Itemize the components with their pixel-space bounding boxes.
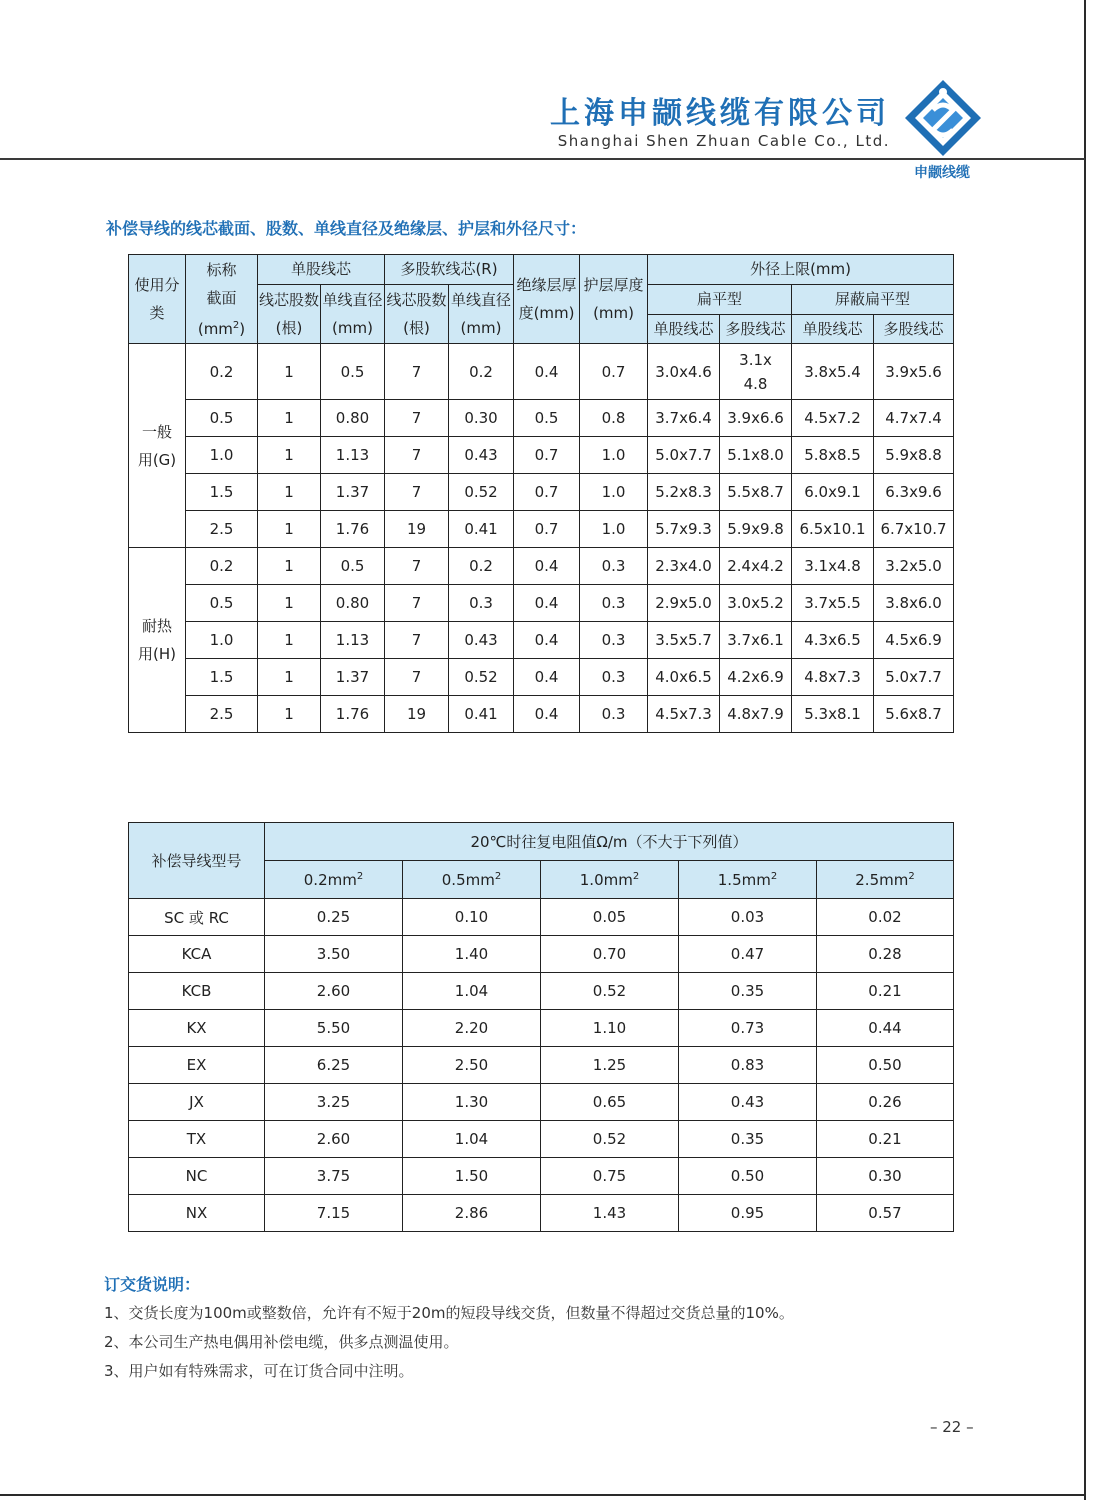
- table-cell: 1: [258, 548, 321, 585]
- table-cell: 5.1x8.0: [720, 437, 792, 474]
- table-cell: 3.1x 4.8: [720, 344, 792, 400]
- table-cell: 0.4: [514, 622, 580, 659]
- table-cell: 0.4: [514, 585, 580, 622]
- section-title: 补偿导线的线芯截面、股数、单线直径及绝缘层、护层和外径尺寸：: [106, 219, 587, 238]
- table-cell: 0.5: [186, 400, 258, 437]
- table-row: [129, 1084, 954, 1121]
- hdr-insulation: 绝缘层厚度(mm): [514, 255, 580, 344]
- table-cell: 1.43: [541, 1195, 679, 1232]
- hdr-flat-multi: 多股线芯: [720, 315, 792, 344]
- table-cell: 5.50: [265, 1010, 403, 1047]
- resistance-table: [128, 822, 954, 1232]
- table-row: [129, 344, 954, 400]
- table-cell: 0.83: [679, 1047, 817, 1084]
- table-row: [129, 1121, 954, 1158]
- table-cell: 1.13: [321, 622, 385, 659]
- table-cell: 0.35: [679, 1121, 817, 1158]
- table-cell: 3.7x5.5: [792, 585, 874, 622]
- table-cell: 1.76: [321, 511, 385, 548]
- table-cell: 0.8: [580, 400, 648, 437]
- model-cell: NX: [129, 1195, 265, 1232]
- table-cell: 0.41: [449, 511, 514, 548]
- table-cell: 0.5: [321, 548, 385, 585]
- table-cell: 1.0: [580, 437, 648, 474]
- table-cell: 1.5: [186, 474, 258, 511]
- table-row: [129, 973, 954, 1010]
- table-cell: 0.28: [817, 936, 954, 973]
- hdr-outer-dia: 外径上限(mm): [648, 255, 954, 285]
- model-cell: JX: [129, 1084, 265, 1121]
- spec-table: [128, 254, 954, 733]
- table-cell: 0.7: [514, 474, 580, 511]
- table-cell: 0.2: [449, 344, 514, 400]
- table-cell: 0.4: [514, 659, 580, 696]
- table-cell: 1.04: [403, 973, 541, 1010]
- table-row: [129, 659, 954, 696]
- table-cell: 0.5: [514, 400, 580, 437]
- notes-title: 订交货说明：: [104, 1275, 201, 1294]
- table-cell: 1: [258, 659, 321, 696]
- page-frame-bottom: [0, 1494, 1086, 1496]
- hdr-category: 使用分类: [129, 255, 186, 344]
- table-cell: 0.52: [541, 1121, 679, 1158]
- table-cell: 1: [258, 585, 321, 622]
- table-cell: 0.43: [449, 622, 514, 659]
- table-cell: 1.10: [541, 1010, 679, 1047]
- table-cell: 3.25: [265, 1084, 403, 1121]
- table-cell: 2.4x4.2: [720, 548, 792, 585]
- table-cell: 5.5x8.7: [720, 474, 792, 511]
- table-cell: 1.37: [321, 474, 385, 511]
- model-cell: NC: [129, 1158, 265, 1195]
- table-cell: 2.50: [403, 1047, 541, 1084]
- table-cell: 0.3: [580, 548, 648, 585]
- table-cell: 3.7x6.4: [648, 400, 720, 437]
- table-cell: 0.30: [449, 400, 514, 437]
- table-cell: 4.5x7.3: [648, 696, 720, 733]
- company-name-cn: 上海申颛线缆有限公司: [550, 96, 890, 131]
- table-cell: 0.50: [679, 1158, 817, 1195]
- table-cell: 2.20: [403, 1010, 541, 1047]
- table-cell: 3.0x5.2: [720, 585, 792, 622]
- table-cell: 19: [385, 511, 449, 548]
- table-cell: 3.0x4.6: [648, 344, 720, 400]
- note-item: 3、用户如有特殊需求，可在订货合同中注明。: [104, 1362, 414, 1380]
- table-cell: 7.15: [265, 1195, 403, 1232]
- table-cell: 0.7: [580, 344, 648, 400]
- table-cell: 1.0: [186, 622, 258, 659]
- table-row: [129, 474, 954, 511]
- page-number: – 22 –: [930, 1418, 974, 1436]
- hdr-flat: 扁平型: [648, 285, 792, 315]
- table-cell: 0.3: [580, 696, 648, 733]
- table-cell: 0.35: [679, 973, 817, 1010]
- hdr-wire-dia-m: 单线直径(mm): [449, 285, 514, 344]
- table-cell: 0.2: [186, 548, 258, 585]
- table-cell: 0.7: [514, 511, 580, 548]
- hdr-shield-flat: 屏蔽扁平型: [792, 285, 954, 315]
- table-cell: 7: [385, 659, 449, 696]
- table-cell: 1.76: [321, 696, 385, 733]
- model-cell: TX: [129, 1121, 265, 1158]
- note-item: 2、本公司生产热电偶用补偿电缆，供多点测温使用。: [104, 1333, 459, 1351]
- note-item: 1、交货长度为100m或整数倍，允许有不短于20m的短段导线交货，但数量不得超过交货总量的10%。: [104, 1304, 794, 1322]
- hdr-multi-core: 多股软线芯(R): [385, 255, 514, 285]
- hdr-size: $1.0mm^2$: [541, 861, 679, 899]
- table-cell: 1.0: [186, 437, 258, 474]
- table-cell: 1.40: [403, 936, 541, 973]
- table-cell: 7: [385, 437, 449, 474]
- hdr-size: $0.5mm^2$: [403, 861, 541, 899]
- table-row: [129, 1158, 954, 1195]
- table-row: [129, 696, 954, 733]
- table-cell: 1: [258, 511, 321, 548]
- table-row: [129, 400, 954, 437]
- table-cell: 1: [258, 344, 321, 400]
- model-cell: EX: [129, 1047, 265, 1084]
- table-cell: 0.47: [679, 936, 817, 973]
- table-row: [129, 899, 954, 936]
- table-cell: 7: [385, 548, 449, 585]
- table-cell: 0.80: [321, 400, 385, 437]
- hdr-sheath: 护层厚度(mm): [580, 255, 648, 344]
- table-cell: 5.7x9.3: [648, 511, 720, 548]
- table-cell: 19: [385, 696, 449, 733]
- table-cell: 5.9x9.8: [720, 511, 792, 548]
- table-cell: 6.0x9.1: [792, 474, 874, 511]
- table-cell: 3.7x6.1: [720, 622, 792, 659]
- table-cell: 0.50: [817, 1047, 954, 1084]
- hdr-size: $2.5mm^2$: [817, 861, 954, 899]
- table-cell: 7: [385, 474, 449, 511]
- table-cell: 3.75: [265, 1158, 403, 1195]
- table-cell: 0.3: [580, 659, 648, 696]
- table-cell: 4.7x7.4: [874, 400, 954, 437]
- table-cell: 7: [385, 622, 449, 659]
- table-row: [129, 1195, 954, 1232]
- table-cell: 6.25: [265, 1047, 403, 1084]
- category-cell: 耐热用(H): [129, 548, 186, 733]
- table-cell: 0.41: [449, 696, 514, 733]
- table-cell: 0.44: [817, 1010, 954, 1047]
- table-cell: 7: [385, 344, 449, 400]
- table-cell: 0.65: [541, 1084, 679, 1121]
- model-cell: KCB: [129, 973, 265, 1010]
- hdr-core-count-s: 线芯股数(根): [258, 285, 321, 344]
- table-cell: 1: [258, 696, 321, 733]
- table-cell: 0.80: [321, 585, 385, 622]
- category-cell: 一般用(G): [129, 344, 186, 548]
- table-cell: 0.3: [580, 585, 648, 622]
- table-cell: 3.9x5.6: [874, 344, 954, 400]
- table-cell: 1.5: [186, 659, 258, 696]
- table-row: [129, 437, 954, 474]
- table-cell: 2.60: [265, 1121, 403, 1158]
- table-cell: 3.9x6.6: [720, 400, 792, 437]
- table-cell: 0.73: [679, 1010, 817, 1047]
- table-cell: 1: [258, 400, 321, 437]
- table-cell: 0.2: [186, 344, 258, 400]
- table-cell: 5.0x7.7: [648, 437, 720, 474]
- table-cell: 4.2x6.9: [720, 659, 792, 696]
- table-cell: 0.26: [817, 1084, 954, 1121]
- table-cell: 3.8x6.0: [874, 585, 954, 622]
- table-row: [129, 585, 954, 622]
- table-cell: 2.9x5.0: [648, 585, 720, 622]
- table-cell: 0.21: [817, 973, 954, 1010]
- table-cell: 1: [258, 622, 321, 659]
- table-cell: 5.6x8.7: [874, 696, 954, 733]
- table-cell: 0.52: [449, 474, 514, 511]
- table-cell: 6.7x10.7: [874, 511, 954, 548]
- table-row: [129, 622, 954, 659]
- table-cell: 0.95: [679, 1195, 817, 1232]
- table-cell: 7: [385, 585, 449, 622]
- table-cell: 5.9x8.8: [874, 437, 954, 474]
- table-cell: 7: [385, 400, 449, 437]
- table-row: [129, 511, 954, 548]
- table-cell: 0.43: [449, 437, 514, 474]
- table-cell: 3.1x4.8: [792, 548, 874, 585]
- hdr-core-count-m: 线芯股数(根): [385, 285, 449, 344]
- logo-caption: 申颛线缆: [914, 165, 970, 181]
- table-cell: 5.0x7.7: [874, 659, 954, 696]
- table-cell: 0.30: [817, 1158, 954, 1195]
- table-cell: 1.37: [321, 659, 385, 696]
- table-cell: 2.5: [186, 696, 258, 733]
- hdr-model: 补偿导线型号: [129, 823, 265, 899]
- table-cell: 3.5x5.7: [648, 622, 720, 659]
- table-row: [129, 936, 954, 973]
- table-cell: 4.0x6.5: [648, 659, 720, 696]
- table-cell: 4.8x7.9: [720, 696, 792, 733]
- table-row: [129, 548, 954, 585]
- hdr-single-core: 单股线芯: [258, 255, 385, 285]
- table-cell: 5.2x8.3: [648, 474, 720, 511]
- table-cell: 0.02: [817, 899, 954, 936]
- hdr-resistance-title: 20℃时往复电阻值Ω/m（不大于下列值）: [265, 823, 954, 861]
- table-cell: 4.5x7.2: [792, 400, 874, 437]
- table-cell: 1.25: [541, 1047, 679, 1084]
- table-cell: 3.50: [265, 936, 403, 973]
- table-cell: 3.2x5.0: [874, 548, 954, 585]
- company-logo-icon: [903, 78, 983, 158]
- page-frame-right: [1084, 0, 1086, 1500]
- hdr-size: $0.2mm^2$: [265, 861, 403, 899]
- table-cell: 0.3: [449, 585, 514, 622]
- table-cell: 1: [258, 437, 321, 474]
- table-cell: 4.3x6.5: [792, 622, 874, 659]
- table-cell: 0.75: [541, 1158, 679, 1195]
- model-cell: SC 或 RC: [129, 899, 265, 936]
- table-cell: 3.8x5.4: [792, 344, 874, 400]
- table-cell: 0.5: [321, 344, 385, 400]
- model-cell: KX: [129, 1010, 265, 1047]
- table-cell: 0.7: [514, 437, 580, 474]
- table-cell: 0.57: [817, 1195, 954, 1232]
- hdr-size: $1.5mm^2$: [679, 861, 817, 899]
- table-cell: 1.0: [580, 474, 648, 511]
- table-cell: 0.4: [514, 696, 580, 733]
- hdr-wire-dia-s: 单线直径(mm): [321, 285, 385, 344]
- table-cell: 0.21: [817, 1121, 954, 1158]
- table-cell: 2.3x4.0: [648, 548, 720, 585]
- table-cell: 2.86: [403, 1195, 541, 1232]
- table-cell: 6.3x9.6: [874, 474, 954, 511]
- table-cell: 6.5x10.1: [792, 511, 874, 548]
- table-cell: 0.25: [265, 899, 403, 936]
- table-row: [129, 1010, 954, 1047]
- header-divider: [0, 158, 1085, 160]
- table-cell: 1.0: [580, 511, 648, 548]
- table-cell: 0.5: [186, 585, 258, 622]
- company-name-en: Shanghai Shen Zhuan Cable Co., Ltd.: [557, 132, 890, 150]
- table-cell: 0.2: [449, 548, 514, 585]
- table-cell: 0.43: [679, 1084, 817, 1121]
- table-cell: 0.4: [514, 344, 580, 400]
- table-cell: 5.3x8.1: [792, 696, 874, 733]
- table-cell: 5.8x8.5: [792, 437, 874, 474]
- table-cell: 1.13: [321, 437, 385, 474]
- table-cell: 4.5x6.9: [874, 622, 954, 659]
- table-cell: 0.3: [580, 622, 648, 659]
- table-cell: 0.4: [514, 548, 580, 585]
- model-cell: KCA: [129, 936, 265, 973]
- table-row: [129, 1047, 954, 1084]
- hdr-shield-multi: 多股线芯: [874, 315, 954, 344]
- table-cell: 0.70: [541, 936, 679, 973]
- table-cell: 0.10: [403, 899, 541, 936]
- hdr-shield-single: 单股线芯: [792, 315, 874, 344]
- table-cell: 2.60: [265, 973, 403, 1010]
- table-cell: 0.52: [541, 973, 679, 1010]
- hdr-section: 标称 截面 $(mm^2)$: [186, 255, 258, 344]
- table-cell: 0.03: [679, 899, 817, 936]
- hdr-flat-single: 单股线芯: [648, 315, 720, 344]
- table-cell: 4.8x7.3: [792, 659, 874, 696]
- table-cell: 1.50: [403, 1158, 541, 1195]
- table-cell: 1.30: [403, 1084, 541, 1121]
- table-cell: 2.5: [186, 511, 258, 548]
- table-cell: 0.52: [449, 659, 514, 696]
- table-cell: 1.04: [403, 1121, 541, 1158]
- table-cell: 1: [258, 474, 321, 511]
- table-cell: 0.05: [541, 899, 679, 936]
